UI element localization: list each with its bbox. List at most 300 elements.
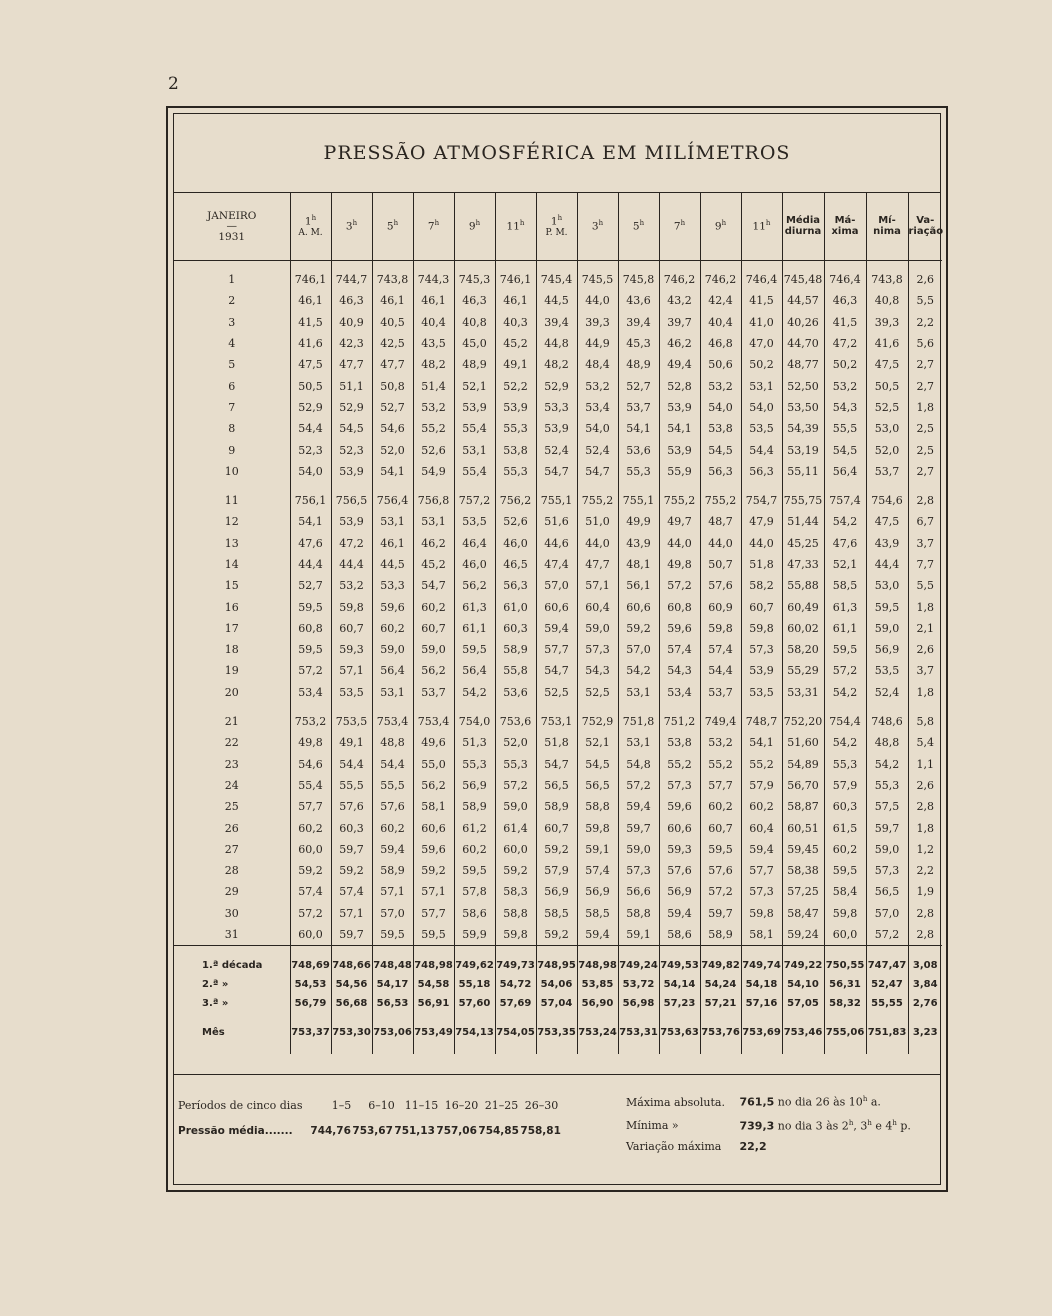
day-cell: 26: [224, 821, 239, 835]
mean-pressure-item: 757,06: [436, 1125, 477, 1137]
spacer-cell: [290, 482, 331, 490]
spacer-cell: [454, 703, 495, 711]
spacer-cell: [782, 482, 824, 490]
value-cell: 60,6: [413, 817, 454, 838]
table-row: [174, 333, 942, 354]
value-cell: 5,8: [908, 711, 942, 732]
value-cell: 50,2: [824, 354, 866, 375]
value-cell: 2,6: [908, 775, 942, 796]
value-cell: 59,8: [331, 596, 372, 617]
value-cell: 44,57: [782, 290, 824, 311]
value-cell: 61,2: [454, 817, 495, 838]
value-cell: 58,8: [618, 903, 659, 924]
summary-value: 54,14: [659, 975, 700, 994]
spacer-cell: [331, 703, 372, 711]
year-label: 1931: [218, 230, 246, 243]
value-cell: 58,4: [824, 881, 866, 902]
value-cell: 56,4: [824, 461, 866, 482]
period-item: 26–30: [524, 1099, 559, 1112]
summary-value: 58,32: [824, 994, 866, 1013]
value-cell: 61,4: [495, 817, 536, 838]
value-cell: 53,0: [866, 575, 908, 596]
spacer-cell: [866, 482, 908, 490]
value-cell: 60,7: [413, 618, 454, 639]
value-cell: 53,1: [372, 511, 413, 532]
value-cell: 48,4: [577, 354, 618, 375]
hour-sup: h: [557, 213, 563, 222]
table-row: [174, 618, 942, 639]
value-cell: 57,2: [700, 881, 741, 902]
summary-row: [174, 994, 942, 1013]
hour-header: [290, 192, 331, 261]
value-cell: 54,2: [866, 754, 908, 775]
summary-value: 747,47: [866, 946, 908, 976]
value-cell: 43,2: [659, 290, 700, 311]
value-cell: 52,4: [866, 682, 908, 703]
value-cell: 54,2: [824, 682, 866, 703]
value-cell: 58,1: [741, 924, 782, 946]
table-row: [174, 312, 942, 333]
summary-value: 753,37: [290, 1013, 331, 1054]
value-cell: 52,7: [618, 375, 659, 396]
value-cell: 60,2: [741, 796, 782, 817]
value-cell: 49,4: [659, 354, 700, 375]
value-cell: 54,6: [290, 754, 331, 775]
value-cell: 46,3: [824, 290, 866, 311]
value-cell: 49,8: [659, 554, 700, 575]
value-cell: 52,4: [577, 439, 618, 460]
value-cell: 59,3: [659, 839, 700, 860]
value-cell: 2,6: [908, 639, 942, 660]
table-row: [174, 533, 942, 554]
hour-header: [372, 192, 413, 261]
value-cell: 51,3: [454, 732, 495, 753]
spacer-cell: [618, 482, 659, 490]
value-cell: 1,8: [908, 397, 942, 418]
value-cell: 59,45: [782, 839, 824, 860]
hour-label: 7: [427, 220, 435, 233]
value-cell: 59,2: [495, 860, 536, 881]
value-cell: 755,2: [700, 490, 741, 511]
value-cell: 44,6: [536, 533, 577, 554]
summary-value: 54,10: [782, 975, 824, 994]
value-cell: 50,5: [866, 375, 908, 396]
min-absolute-tail2: p.: [896, 1119, 911, 1133]
value-cell: 58,87: [782, 796, 824, 817]
value-cell: 54,2: [824, 732, 866, 753]
value-cell: 53,5: [741, 418, 782, 439]
hour-sup: h: [639, 218, 645, 227]
value-cell: 46,3: [331, 290, 372, 311]
value-cell: 59,5: [290, 639, 331, 660]
value-cell: 52,3: [290, 439, 331, 460]
hour-label: 3: [345, 220, 353, 233]
mean-pressure-item: 758,81: [520, 1125, 561, 1137]
summary-value: 751,83: [866, 1013, 908, 1054]
day-cell: 10: [224, 464, 239, 478]
value-cell: 57,1: [577, 575, 618, 596]
value-cell: 1,8: [908, 682, 942, 703]
value-cell: 58,6: [659, 924, 700, 946]
value-cell: 60,2: [700, 796, 741, 817]
value-cell: 59,8: [495, 924, 536, 946]
value-cell: 45,25: [782, 533, 824, 554]
value-cell: 57,2: [659, 575, 700, 596]
media-header-line: Média: [785, 215, 821, 226]
summary-value: 3,84: [908, 975, 942, 994]
table-body: [174, 261, 942, 1055]
value-cell: 52,9: [331, 397, 372, 418]
periods-label: Períodos de cinco dias: [178, 1099, 303, 1112]
spacer-cell: [174, 703, 290, 711]
summary-value: 3,23: [908, 1013, 942, 1054]
maxima-header-line: xima: [831, 226, 859, 237]
hour-header: [454, 192, 495, 261]
value-cell: 53,5: [866, 660, 908, 681]
value-cell: 55,3: [824, 754, 866, 775]
value-cell: 754,4: [824, 711, 866, 732]
value-cell: 47,0: [741, 333, 782, 354]
mean-pressure-label: Pressão média.......: [178, 1125, 293, 1137]
value-cell: 54,2: [454, 682, 495, 703]
value-cell: 60,4: [741, 817, 782, 838]
value-cell: 756,1: [290, 490, 331, 511]
page-number: 2: [168, 74, 179, 94]
value-cell: 53,2: [700, 375, 741, 396]
value-cell: 59,24: [782, 924, 824, 946]
spacer-cell: [908, 482, 942, 490]
value-cell: 7,7: [908, 554, 942, 575]
summary-row: [174, 1013, 942, 1054]
value-cell: 43,6: [618, 290, 659, 311]
month-header: [174, 192, 290, 261]
value-cell: 57,3: [741, 639, 782, 660]
value-cell: 60,49: [782, 596, 824, 617]
value-cell: 1,8: [908, 817, 942, 838]
value-cell: 40,8: [866, 290, 908, 311]
table-row: [174, 511, 942, 532]
summary-value: 56,68: [331, 994, 372, 1013]
value-cell: 46,4: [454, 533, 495, 554]
value-cell: 745,8: [618, 261, 659, 291]
pressure-table: [174, 192, 942, 1054]
day-cell: 22: [224, 736, 239, 750]
value-cell: 40,5: [372, 312, 413, 333]
value-cell: 57,1: [413, 881, 454, 902]
hour-label: 7: [673, 220, 681, 233]
value-cell: 56,1: [618, 575, 659, 596]
value-cell: 59,0: [413, 639, 454, 660]
summary-value: 749,53: [659, 946, 700, 976]
value-cell: 53,4: [659, 682, 700, 703]
table-row: [174, 839, 942, 860]
maxima-header-line: Má-: [834, 215, 856, 226]
value-cell: 56,2: [413, 775, 454, 796]
value-cell: 59,5: [290, 596, 331, 617]
value-cell: 53,9: [331, 511, 372, 532]
value-cell: 753,1: [536, 711, 577, 732]
value-cell: 54,0: [741, 397, 782, 418]
value-cell: 55,0: [413, 754, 454, 775]
spacer-cell: [577, 482, 618, 490]
value-cell: 59,0: [495, 796, 536, 817]
value-cell: 56,6: [618, 881, 659, 902]
summary-value: 57,16: [741, 994, 782, 1013]
summary-label: 2.ª »: [202, 979, 229, 991]
spacer-cell: [536, 703, 577, 711]
value-cell: 59,8: [700, 618, 741, 639]
minima-header-line: Mí-: [878, 215, 896, 226]
value-cell: 44,4: [290, 554, 331, 575]
value-cell: 59,4: [536, 618, 577, 639]
value-cell: 47,7: [577, 554, 618, 575]
day-cell: 15: [224, 579, 239, 593]
value-cell: 47,6: [824, 533, 866, 554]
maxima-header: [824, 192, 866, 261]
summary-value: 54,24: [700, 975, 741, 994]
value-cell: 53,7: [866, 461, 908, 482]
value-cell: 58,9: [454, 796, 495, 817]
value-cell: 41,6: [866, 333, 908, 354]
value-cell: 53,1: [618, 732, 659, 753]
summary-value: 56,91: [413, 994, 454, 1013]
value-cell: 56,9: [536, 881, 577, 902]
value-cell: 54,7: [413, 575, 454, 596]
value-cell: 60,7: [331, 618, 372, 639]
value-cell: 45,2: [413, 554, 454, 575]
value-cell: 57,2: [866, 924, 908, 946]
value-cell: 756,2: [495, 490, 536, 511]
summary-value: 57,21: [700, 994, 741, 1013]
value-cell: 53,2: [331, 575, 372, 596]
value-cell: 52,1: [824, 554, 866, 575]
value-cell: 61,1: [824, 618, 866, 639]
hour-sup: h: [352, 218, 358, 227]
value-cell: 56,9: [866, 639, 908, 660]
hour-label: 11: [752, 220, 766, 233]
value-cell: 42,3: [331, 333, 372, 354]
value-cell: 3,7: [908, 660, 942, 681]
value-cell: 2,8: [908, 490, 942, 511]
value-cell: 52,9: [290, 397, 331, 418]
value-cell: 46,5: [495, 554, 536, 575]
value-cell: 59,2: [290, 860, 331, 881]
value-cell: 55,3: [495, 754, 536, 775]
value-cell: 59,9: [454, 924, 495, 946]
value-cell: 57,0: [866, 903, 908, 924]
summary-value: 753,69: [741, 1013, 782, 1054]
value-cell: 57,7: [536, 639, 577, 660]
value-cell: 41,5: [824, 312, 866, 333]
value-cell: 58,47: [782, 903, 824, 924]
value-cell: 58,1: [413, 796, 454, 817]
value-cell: 53,7: [413, 682, 454, 703]
value-cell: 746,4: [824, 261, 866, 291]
value-cell: 48,9: [618, 354, 659, 375]
value-cell: 57,2: [618, 775, 659, 796]
mean-pressure-item: 751,13: [394, 1125, 435, 1137]
value-cell: 5,6: [908, 333, 942, 354]
summary-value: 754,13: [454, 1013, 495, 1054]
value-cell: 55,4: [290, 775, 331, 796]
period-item: 6–10: [368, 1099, 395, 1112]
summary-label: 1.ª década: [174, 946, 290, 976]
table-row: [174, 682, 942, 703]
value-cell: 60,9: [700, 596, 741, 617]
value-cell: 57,1: [331, 660, 372, 681]
value-cell: 41,6: [290, 333, 331, 354]
value-cell: 60,8: [659, 596, 700, 617]
value-cell: 755,2: [659, 490, 700, 511]
value-cell: 47,5: [290, 354, 331, 375]
value-cell: 58,9: [495, 639, 536, 660]
value-cell: 53,4: [577, 397, 618, 418]
value-cell: 54,4: [290, 418, 331, 439]
day-cell: 11: [224, 494, 239, 508]
value-cell: 753,4: [372, 711, 413, 732]
minima-header-line: nima: [873, 226, 901, 237]
day-cell: 2: [228, 294, 236, 308]
extremes-block: [626, 1089, 911, 1157]
day-cell: 16: [224, 600, 239, 614]
table-row: [174, 660, 942, 681]
value-cell: 54,5: [824, 439, 866, 460]
value-cell: 55,3: [866, 775, 908, 796]
summary-value: 754,05: [495, 1013, 536, 1054]
day-cell: 13: [224, 536, 239, 550]
value-cell: 52,8: [659, 375, 700, 396]
value-cell: 56,3: [741, 461, 782, 482]
day-cell: 4: [228, 337, 236, 351]
day-cell: 18: [224, 643, 239, 657]
row-spacer: [174, 703, 942, 711]
summary-value: 753,46: [782, 1013, 824, 1054]
value-cell: 48,8: [866, 732, 908, 753]
value-cell: 56,4: [454, 660, 495, 681]
value-cell: 53,8: [495, 439, 536, 460]
table-row: [174, 903, 942, 924]
value-cell: 52,9: [536, 375, 577, 396]
value-cell: 53,6: [618, 439, 659, 460]
value-cell: 746,2: [659, 261, 700, 291]
value-cell: 57,2: [290, 660, 331, 681]
day-cell: 7: [228, 400, 236, 414]
summary-value: 54,17: [372, 975, 413, 994]
value-cell: 59,4: [618, 796, 659, 817]
value-cell: 755,75: [782, 490, 824, 511]
value-cell: 54,1: [741, 732, 782, 753]
value-cell: 54,1: [618, 418, 659, 439]
value-cell: 46,3: [454, 290, 495, 311]
value-cell: 5,4: [908, 732, 942, 753]
spacer-cell: [290, 703, 331, 711]
day-cell: 5: [228, 358, 236, 372]
value-cell: 58,6: [454, 903, 495, 924]
value-cell: 43,9: [618, 533, 659, 554]
value-cell: 56,70: [782, 775, 824, 796]
mean-pressure-item: 753,67: [352, 1125, 393, 1137]
value-cell: 60,3: [824, 796, 866, 817]
value-cell: 2,5: [908, 439, 942, 460]
table-row: [174, 796, 942, 817]
table-row: [174, 261, 942, 291]
table-row: [174, 711, 942, 732]
value-cell: 55,3: [495, 461, 536, 482]
value-cell: 754,6: [866, 490, 908, 511]
value-cell: 47,6: [290, 533, 331, 554]
footer: [174, 1074, 940, 1184]
value-cell: 57,4: [700, 639, 741, 660]
spacer-cell: [454, 482, 495, 490]
value-cell: 53,9: [536, 418, 577, 439]
value-cell: 752,9: [577, 711, 618, 732]
value-cell: 56,9: [659, 881, 700, 902]
summary-value: 56,53: [372, 994, 413, 1013]
value-cell: 60,2: [413, 596, 454, 617]
value-cell: 57,3: [866, 860, 908, 881]
value-cell: 53,1: [413, 511, 454, 532]
spacer-cell: [659, 703, 700, 711]
media-header: [782, 192, 824, 261]
value-cell: 49,7: [659, 511, 700, 532]
value-cell: 3,7: [908, 533, 942, 554]
value-cell: 749,4: [700, 711, 741, 732]
value-cell: 44,8: [536, 333, 577, 354]
value-cell: 56,9: [454, 775, 495, 796]
value-cell: 60,4: [577, 596, 618, 617]
value-cell: 53,6: [495, 682, 536, 703]
min-absolute-label: Mínima »: [626, 1119, 679, 1133]
value-cell: 54,4: [331, 754, 372, 775]
spacer-cell: [495, 482, 536, 490]
value-cell: 57,2: [290, 903, 331, 924]
value-cell: 48,2: [413, 354, 454, 375]
value-cell: 52,6: [413, 439, 454, 460]
value-cell: 39,3: [577, 312, 618, 333]
value-cell: 43,9: [866, 533, 908, 554]
value-cell: 57,3: [618, 860, 659, 881]
value-cell: 57,25: [782, 881, 824, 902]
table-row: [174, 354, 942, 375]
value-cell: 45,2: [495, 333, 536, 354]
value-cell: 59,8: [741, 903, 782, 924]
value-cell: 56,5: [536, 775, 577, 796]
max-variation-line: [626, 1136, 911, 1157]
value-cell: 60,2: [454, 839, 495, 860]
summary-label: 3.ª »: [202, 998, 229, 1010]
day-cell: 19: [224, 664, 239, 678]
value-cell: 748,6: [866, 711, 908, 732]
value-cell: 2,8: [908, 924, 942, 946]
value-cell: 57,3: [659, 775, 700, 796]
table-row: [174, 924, 942, 946]
value-cell: 40,26: [782, 312, 824, 333]
value-cell: 55,2: [413, 418, 454, 439]
spacer-cell: [495, 703, 536, 711]
hour-sup: h: [434, 218, 440, 227]
value-cell: 52,0: [372, 439, 413, 460]
summary-value: 749,74: [741, 946, 782, 976]
value-cell: 47,33: [782, 554, 824, 575]
min-absolute-tail: e 4: [875, 1119, 893, 1133]
value-cell: 52,5: [866, 397, 908, 418]
table-row: [174, 554, 942, 575]
value-cell: 757,4: [824, 490, 866, 511]
value-cell: 53,2: [700, 732, 741, 753]
hour-header: [577, 192, 618, 261]
hour-sup: h: [311, 213, 317, 222]
summary-value: 748,95: [536, 946, 577, 976]
